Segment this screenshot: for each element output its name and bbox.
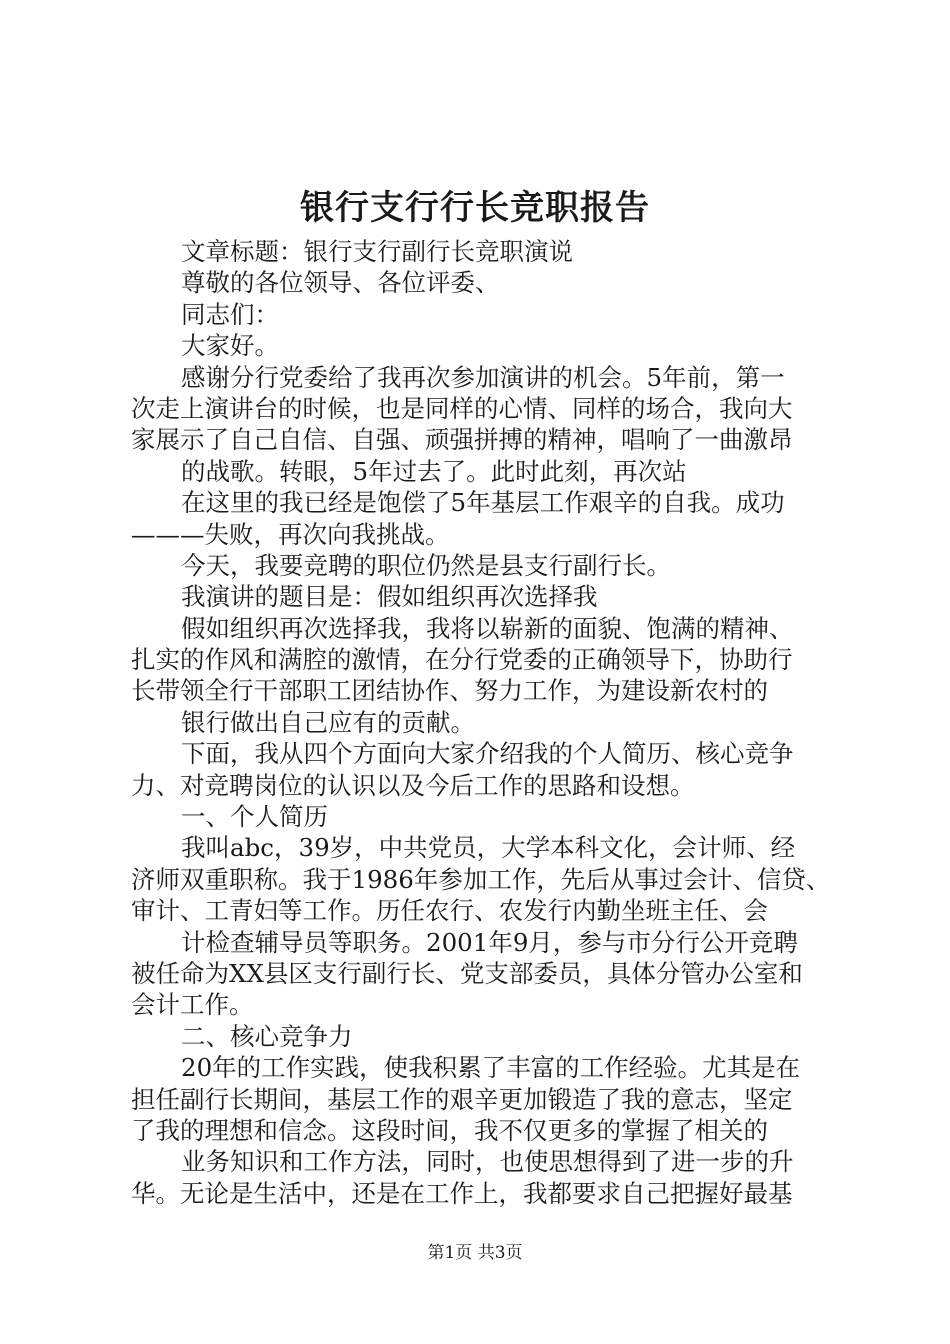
text-line: 同志们： xyxy=(181,299,279,329)
text-line: 了我的理想和信念。这段时间，我不仅更多的掌握了相关的 xyxy=(131,1115,768,1145)
text-line: ———失败，再次向我挑战。 xyxy=(131,519,450,549)
text-line: 我演讲的题目是：假如组织再次选择我 xyxy=(181,582,598,612)
text-line: 假如组织再次选择我，我将以崭新的面貌、饱满的精神、 xyxy=(181,613,794,643)
text-line: 扎实的作风和满腔的激情，在分行党委的正确领导下，协助行 xyxy=(131,645,793,675)
page-footer: 第1页 共3页 xyxy=(427,1243,523,1263)
document-title: 银行支行行长竞职报告 xyxy=(300,188,650,228)
text-line: 业务知识和工作方法，同时，也使思想得到了进一步的升 xyxy=(181,1147,794,1177)
text-line: 审计、工青妇等工作。历任农行、农发行内勤坐班主任、会 xyxy=(131,896,768,926)
text-line: 20年的工作实践，使我积累了丰富的工作经验。尤其是在 xyxy=(181,1053,801,1083)
text-line: 力、对竞聘岗位的认识以及今后工作的思路和设想。 xyxy=(131,770,695,800)
text-line: 在这里的我已经是饱偿了5年基层工作艰辛的自我。成功 xyxy=(181,488,785,518)
text-line: 的战歌。转眼，5年过去了。此时此刻，再次站 xyxy=(181,456,687,486)
text-line: 长带领全行干部职工团结协作、努力工作，为建设新农村的 xyxy=(131,676,768,706)
text-line: 计检查辅导员等职务。2001年9月，参与市分行公开竞聘 xyxy=(181,927,798,957)
text-line: 今天，我要竞聘的职位仍然是县支行副行长。 xyxy=(181,550,671,580)
text-line: 次走上演讲台的时候，也是同样的心情、同样的场合，我向大 xyxy=(131,393,793,423)
text-line: 感谢分行党委给了我再次参加演讲的机会。5年前，第一 xyxy=(181,362,785,392)
text-line: 华。无论是生活中，还是在工作上，我都要求自己把握好最基 xyxy=(131,1178,793,1208)
text-line: 大家好。 xyxy=(181,331,279,361)
text-line: 一、个人简历 xyxy=(181,802,328,832)
text-line: 我叫abc，39岁，中共党员，大学本科文化，会计师、经 xyxy=(181,833,796,863)
text-line: 二、核心竞争力 xyxy=(181,1021,353,1051)
text-line: 会计工作。 xyxy=(131,990,254,1020)
text-line: 尊敬的各位领导、各位评委、 xyxy=(181,268,500,298)
document-body xyxy=(131,236,831,1209)
text-line: 银行做出自己应有的贡献。 xyxy=(181,707,475,737)
text-line: 被任命为XX县区支行副行长、党支部委员，具体分管办公室和 xyxy=(131,958,803,988)
text-line: 担任副行长期间，基层工作的艰辛更加锻造了我的意志，坚定 xyxy=(131,1084,793,1114)
text-line: 济师双重职称。我于1986年参加工作，先后从事过会计、信贷、 xyxy=(131,864,831,894)
text-line: 家展示了自己自信、自强、顽强拼搏的精神，唱响了一曲激昂 xyxy=(131,425,793,455)
text-line: 下面，我从四个方面向大家介绍我的个人简历、核心竞争 xyxy=(181,739,794,769)
text-line: 文章标题：银行支行副行长竞职演说 xyxy=(181,237,573,266)
